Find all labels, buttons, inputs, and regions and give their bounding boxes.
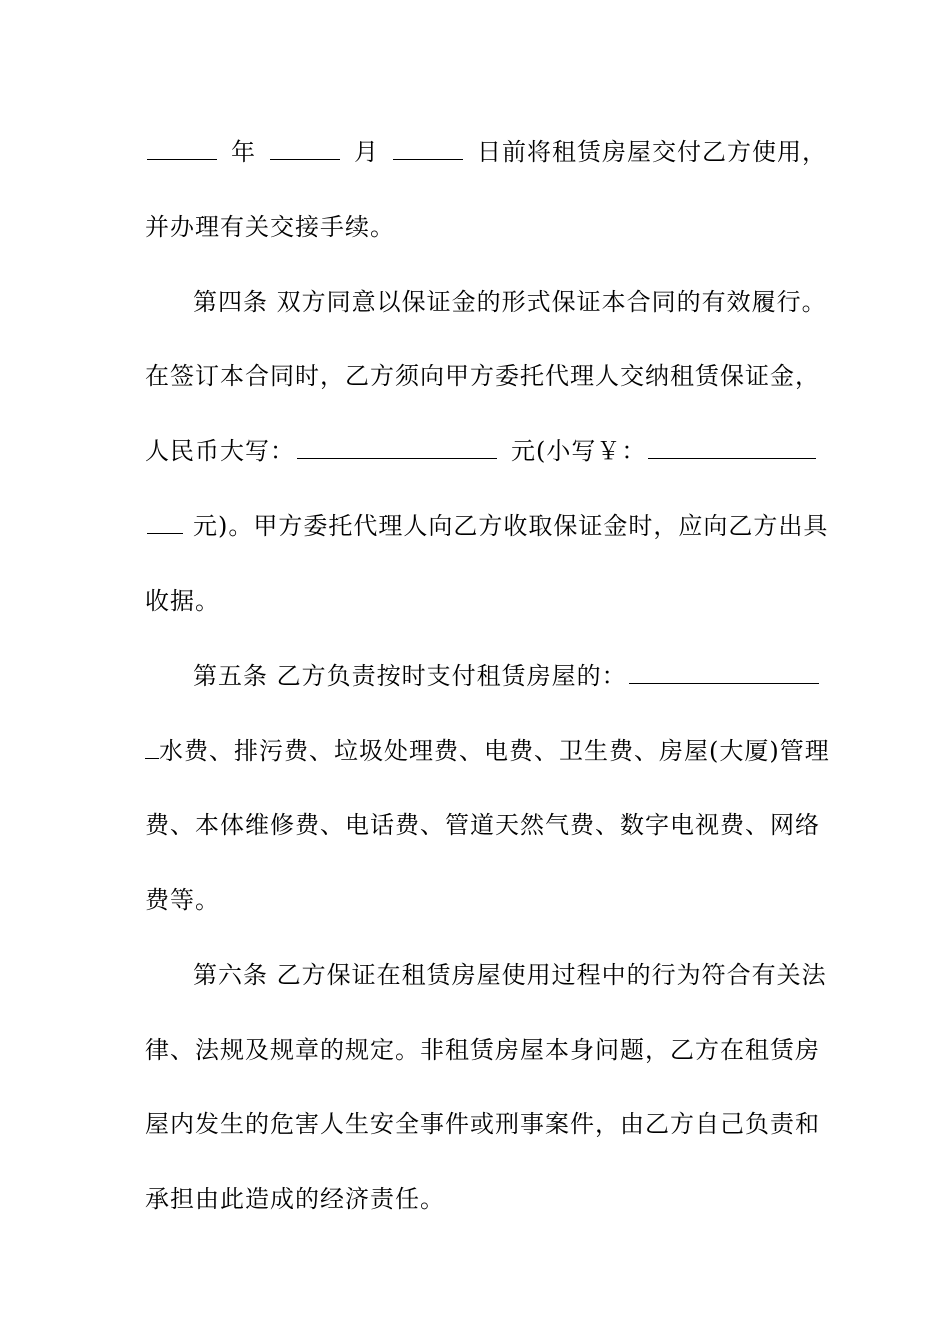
- line-4: 在签订本合同时，乙方须向甲方委托代理人交纳租赁保证金，: [145, 362, 820, 390]
- rmb-lowercase-label: 元(小写￥：: [511, 437, 647, 465]
- receipt-text: 元)。甲方委托代理人向乙方收取保证金时，应向乙方出具: [193, 512, 829, 540]
- rmb-lowercase-blank-cont: [147, 507, 183, 534]
- month-label: 月: [354, 138, 379, 166]
- line-handover-date: [145, 132, 827, 172]
- article-4-heading-line: 第四条 双方同意以保证金的形式保证本合同的有效履行。: [193, 288, 827, 316]
- line-14: 屋内发生的危害人生安全事件或刑事案件，由乙方自己负责和: [145, 1110, 820, 1138]
- line-11: 费等。: [145, 886, 220, 914]
- article-6-heading-line: 第六条 乙方保证在租赁房屋使用过程中的行为符合有关法: [193, 961, 827, 989]
- line-deposit-amount: [145, 431, 807, 471]
- month-blank: [270, 133, 340, 160]
- year-label: 年: [231, 138, 256, 166]
- handover-text: 日前将租赁房屋交付乙方使用，: [477, 138, 827, 166]
- line-7: 收据。: [145, 587, 220, 615]
- line-10: 费、本体维修费、电话费、管道天然气费、数字电视费、网络: [145, 811, 820, 839]
- line-2: 并办理有关交接手续。: [145, 213, 395, 241]
- day-blank: [393, 133, 463, 160]
- line-15: 承担由此造成的经济责任。: [145, 1185, 445, 1213]
- rmb-uppercase-label: 人民币大写：: [145, 437, 295, 465]
- rmb-lowercase-blank: [648, 432, 816, 459]
- article-5-text: 第五条 乙方负责按时支付租赁房屋的：: [193, 662, 627, 690]
- line-13: 律、法规及规章的规定。非租赁房屋本身问题，乙方在租赁房: [145, 1036, 820, 1064]
- fees-blank: [629, 657, 819, 684]
- article-5-heading-line: [193, 656, 807, 696]
- line-9: [145, 731, 830, 771]
- rmb-uppercase-blank: [297, 432, 497, 459]
- fees-blank-cont: [145, 732, 159, 759]
- fees-list-1: 水费、排污费、垃圾处理费、电费、卫生费、房屋(大厦)管理: [159, 737, 830, 765]
- line-deposit-receipt: [145, 506, 829, 546]
- year-blank: [147, 133, 217, 160]
